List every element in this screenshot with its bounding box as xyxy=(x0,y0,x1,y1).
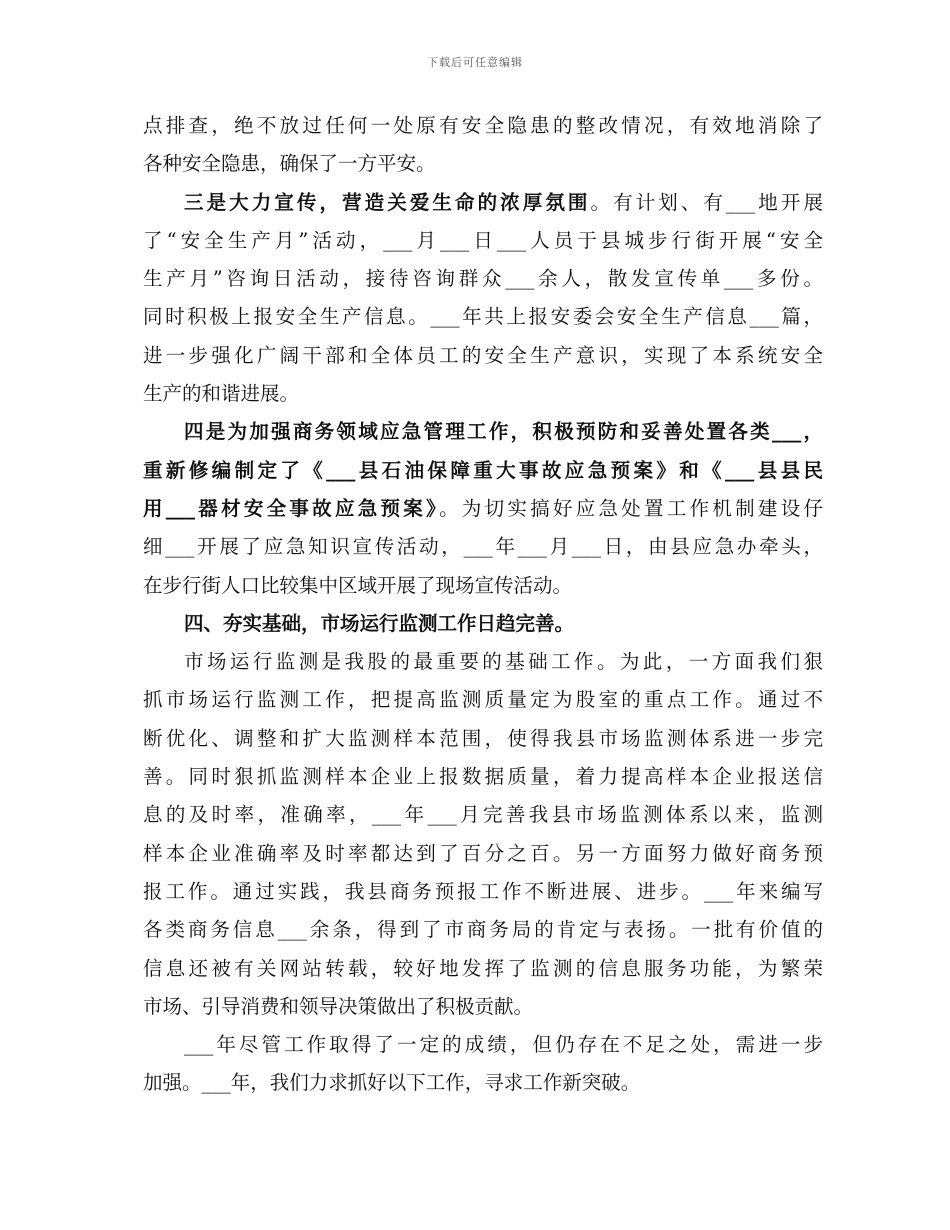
body-text: 了“安全生产月”活动，___月___日___人员于县城步行街开展“安全 xyxy=(143,228,823,252)
bold-heading-text: 重新修编制定了《___县石油保障重大事故应急预案》和《___县县民 xyxy=(143,458,823,482)
body-text: 信息还被有关网站转载，较好地发挥了监测的信息服务功能，为繁荣 xyxy=(143,956,823,980)
body-text: 市场运行监测是我股的最重要的基础工作。为此，一方面我们狠 xyxy=(184,650,823,674)
bold-heading-text: 用___器材安全事故应急预案》 xyxy=(143,496,440,520)
text-line xyxy=(143,796,823,834)
page-header: 下载后可任意编辑 xyxy=(427,56,523,69)
body-text: 点排查，绝不放过任何一处原有安全隐患的整改情况，有效地消除了 xyxy=(143,114,823,137)
text-line xyxy=(143,835,823,873)
text-line xyxy=(143,413,823,451)
body-text: 抓市场运行监测工作，把提高监测质量定为股室的重点工作。通过不 xyxy=(143,688,823,712)
body-text: 。有计划、有___地开展 xyxy=(590,190,823,214)
body-text: 各种安全隐患，确保了一方平安。 xyxy=(143,152,436,176)
text-line xyxy=(143,145,823,183)
body-text: ___年尽管工作取得了一定的成绩，但仍存在不足之处，需进一步 xyxy=(184,1033,823,1057)
text-line xyxy=(143,1064,823,1102)
text-line xyxy=(143,681,823,719)
text-line xyxy=(143,337,823,375)
text-line xyxy=(143,1026,823,1064)
text-line xyxy=(143,567,823,605)
text-line xyxy=(143,950,823,988)
text-line xyxy=(143,873,823,911)
body-text: 样本企业准确率及时率都达到了百分之百。另一方面努力做好商务预 xyxy=(143,841,823,865)
text-line xyxy=(143,222,823,260)
body-text: 市场、引导消费和领导决策做出了积极贡献。 xyxy=(143,994,534,1018)
bold-heading-text: 三是大力宣传，营造关爱生命的浓厚氛围 xyxy=(184,190,591,214)
text-line xyxy=(143,298,823,336)
body-text: 善。同时狠抓监测样本企业上报数据质量，着力提高样本企业报送信 xyxy=(143,765,823,789)
text-line xyxy=(143,260,823,298)
body-text: 。为切实搞好应急处置工作机制建设仔 xyxy=(439,496,823,520)
text-line xyxy=(143,643,823,681)
body-text: 在步行街人口比较集中区域开展了现场宣传活动。 xyxy=(143,573,573,597)
body-text: 生产的和谐进展。 xyxy=(143,382,300,406)
body-text: 息的及时率，准确率，___年___月完善我县市场监测体系以来，监测 xyxy=(143,803,823,827)
bold-heading-text: 四、夯实基础，市场运行监测工作日趋完善。 xyxy=(184,611,575,635)
text-line xyxy=(143,490,823,528)
body-text: 断优化、调整和扩大监测样本范围，使得我县市场监测体系进一步完 xyxy=(143,726,823,750)
body-text: 进一步强化广阔干部和全体员工的安全生产意识，实现了本系统安全 xyxy=(143,343,823,367)
bold-heading-text: 四是为加强商务领域应急管理工作，积极预防和妥善处置各类___， xyxy=(184,420,823,444)
body-text: 同时积极上报安全生产信息。___年共上报安委会安全生产信息___篇， xyxy=(143,305,823,329)
text-line xyxy=(143,988,823,1026)
text-line xyxy=(143,375,823,413)
text-line xyxy=(143,528,823,566)
text-line xyxy=(143,184,823,222)
text-line xyxy=(143,452,823,490)
body-text: 加强。___年，我们力求抓好以下工作，寻求工作新突破。 xyxy=(143,1071,641,1095)
text-line xyxy=(143,720,823,758)
body-text: 生产月”咨询日活动，接待咨询群众___余人，散发宣传单___多份。 xyxy=(143,267,823,291)
body-text: 细___开展了应急知识宣传活动，___年___月___日，由县应急办牵头， xyxy=(143,535,823,559)
body-text: 报工作。通过实践，我县商务预报工作不断进展、进步。___年来编写 xyxy=(143,879,823,903)
text-line xyxy=(143,107,823,145)
text-line xyxy=(143,758,823,796)
body-text: 各类商务信息___余条，得到了市商务局的肯定与表扬。一批有价值的 xyxy=(143,918,823,942)
text-line xyxy=(143,911,823,949)
document-body xyxy=(143,107,823,1103)
text-line xyxy=(143,605,823,643)
